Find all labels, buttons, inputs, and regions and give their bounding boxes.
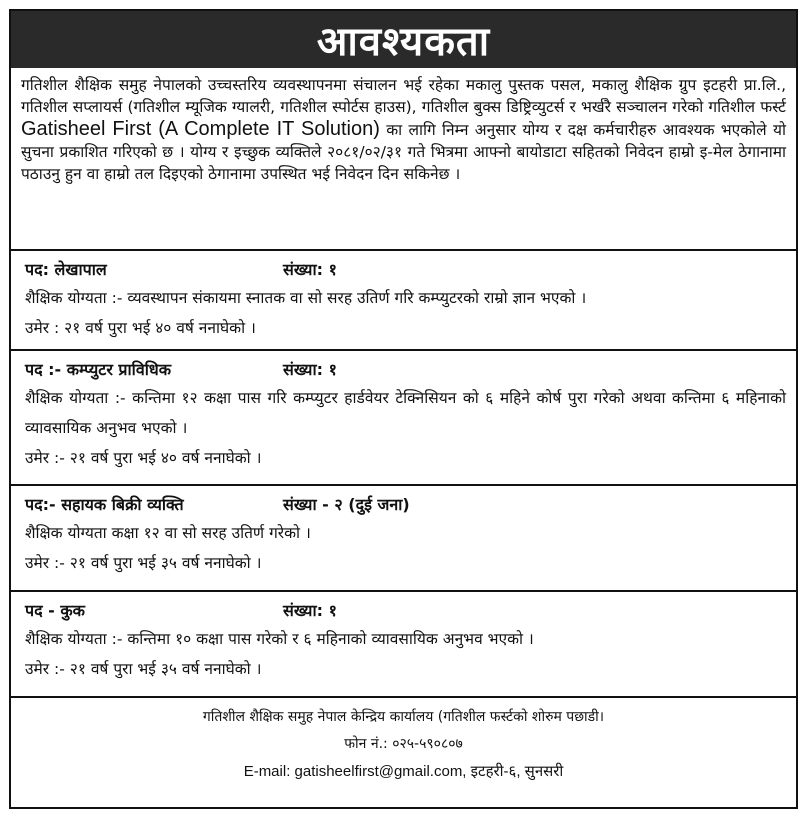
post-title: पद: लेखापाल [25, 260, 107, 279]
post-age: उमेर :- २१ वर्ष पुरा भई ३५ वर्ष ननाघेको । [25, 660, 262, 678]
phone-number: फोन नं.: ०२५-५९०८०७ [344, 736, 463, 752]
post-qualification: शैक्षिक योग्यता :- कन्तिमा १० कक्षा पास गरेको र ६ महिनाको व्यावसायिक अनुभव भएको । [25, 630, 534, 648]
post-age: उमेर : २१ वर्ष पुरा भई ४० वर्ष ननाघेको । [25, 319, 256, 337]
post-qualification: शैक्षिक योग्यता कक्षा १२ वा सो सरह उतिर्ण गरेको । [25, 524, 311, 542]
post-qualification: शैक्षिक योग्यता :- कन्तिमा १२ कक्षा पास गरि कम्प्युटर हार्डवेयर टेक्निसियन को ६ महिने कोर्ष पुरा गरेको अथवा कन्तिमा ६ महिनाको व्यावसायिक अनुभव भएको । [25, 389, 786, 437]
contact-footer [11, 698, 796, 785]
notice-header [11, 11, 796, 68]
post-count: संख्या - २ (दुई जना) [283, 495, 410, 514]
intro-paragraph [11, 68, 796, 251]
post-qualification: शैक्षिक योग्यता :- व्यवस्थापन संकायमा स्नातक वा सो सरह उतिर्ण गरि कम्प्युटरको राम्रो ज्ञान भएको । [25, 289, 587, 307]
office-address: गतिशील शैक्षिक समुह नेपाल केन्द्रिय कार्यालय (गतिशील फर्स्टको शोरुम पछाडी। [202, 709, 605, 725]
post-accountant [11, 251, 796, 351]
notice-title: आवश्यकता [316, 19, 491, 65]
post-sales-assistant [11, 486, 796, 592]
post-age: उमेर :- २१ वर्ष पुरा भई ४० वर्ष ननाघेको । [25, 449, 262, 467]
intro-company-name: Gatisheel First (A Complete IT Solution) [21, 118, 380, 140]
intro-text-before: गतिशील शैक्षिक समुह नेपालको उच्चस्तरिय व्यवस्थापनमा संचालन भई रहेका मकालु पुस्तक पसल, मकालु शैक्षिक ग्रुप इटहरी प्रा.लि., गतिशील सप्लायर्स (गतिशील म्यूजिक ग्यालरी, गतिशील स्पोर्टस हाउस), गतिशील बुक्स डिष्ट्रिव्युटर्स र भर्खरै सञ्चालन गरेको गतिशील फर्स्ट [21, 76, 786, 116]
notice-frame [9, 9, 798, 809]
post-computer-technician [11, 351, 796, 486]
post-title: पद :- कम्प्युटर प्राविधिक [25, 360, 171, 379]
post-count: संख्या: १ [283, 360, 337, 379]
post-count: संख्या: १ [283, 260, 337, 279]
post-cook [11, 592, 796, 698]
email-address: E-mail: gatisheelfirst@gmail.com, इटहरी-६, सुनसरी [243, 763, 564, 780]
post-title: पद:- सहायक बिक्री व्यक्ति [25, 495, 184, 514]
post-count: संख्या: १ [283, 601, 337, 620]
post-age: उमेर :- २१ वर्ष पुरा भई ३५ वर्ष ननाघेको । [25, 554, 262, 572]
post-title: पद - कुक [25, 601, 85, 620]
intro-text-after: का लागि निम्न अनुसार योग्य र दक्ष कर्मचारीहरु आवश्यक भएकोले यो सुचना प्रकाशित गरिएको छ । योग्य र इच्छुक व्यक्तिले २०८१/०२/३१ गते भित्रमा आफ्नो बायोडाटा सहितको निवेदन हाम्रो इ-मेल ठेगानामा पठाउनु हुन वा हाम्रो तल दिइएको ठेगानामा उपस्थित भई निवेदन दिन सकिनेछ । [21, 121, 787, 183]
